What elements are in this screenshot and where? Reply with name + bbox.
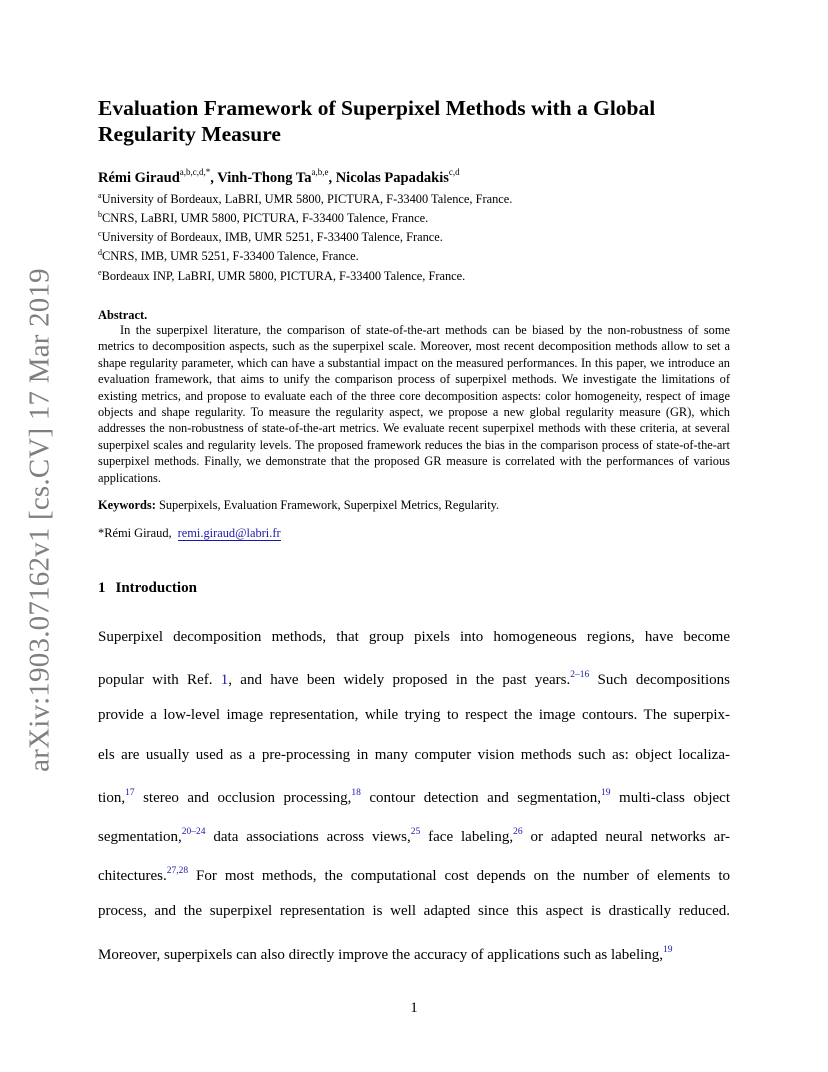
author-name: Rémi Giraud <box>98 169 180 186</box>
citation-link[interactable]: 19 <box>663 944 673 955</box>
author-affil-marks: c,d <box>448 167 460 177</box>
body-text-run: Superpixel decomposition methods, that group pixels into homogeneous regions, have become <box>98 629 730 645</box>
author-separator: , <box>210 169 218 186</box>
citation-link[interactable]: 25 <box>410 826 421 837</box>
body-text-run: stereo and occlusion processing, <box>134 789 352 806</box>
title-line: Evaluation Framework of Superpixel Methods with a Global <box>98 96 656 120</box>
body-line <box>98 663 730 702</box>
body-text-run: process, and the superpixel representation is well adapted since this aspect is drastically reduced. <box>98 903 730 920</box>
author-list <box>98 168 460 187</box>
author-affil-marks: a,b,c,d,* <box>179 167 211 177</box>
email-link[interactable]: remi.giraud@labri.fr <box>177 526 281 540</box>
paper-title <box>98 95 738 147</box>
affiliation <box>98 265 512 284</box>
body-text-run: For most methods, the computational cost depends on the number of elements to <box>188 868 730 885</box>
affiliation <box>98 207 512 226</box>
body-line <box>98 859 730 898</box>
author-affil-marks: a,b,e <box>311 167 329 177</box>
affiliation-text: University of Bordeaux, IMB, UMR 5251, F-33400 Talence, France. <box>101 230 443 245</box>
affiliation-key: c <box>98 229 102 239</box>
section-title: Introduction <box>115 580 197 596</box>
body-text-run: provide a low-level image representation, while trying to respect the image contours. The superpix- <box>98 707 730 724</box>
introduction-body <box>98 624 730 977</box>
affiliation <box>98 245 512 264</box>
corresponding-author <box>98 526 281 541</box>
affiliation-text: University of Bordeaux, LaBRI, UMR 5800, PICTURA, F-33400 Talence, France. <box>101 192 513 207</box>
author-name: Nicolas Papadakis <box>335 169 449 186</box>
body-text-run: tion, <box>98 789 126 806</box>
citation-link[interactable]: 18 <box>351 787 361 798</box>
body-text-run: data associations across views, <box>205 828 411 845</box>
arxiv-stamp: arXiv:1903.07162v1 [cs.CV] 17 Mar 2019 <box>23 268 56 772</box>
affiliation-text: CNRS, LaBRI, UMR 5800, PICTURA, F-33400 Talence, France. <box>102 211 429 226</box>
affiliation <box>98 188 512 207</box>
body-text-run: chitectures. <box>98 868 167 885</box>
body-text-run: popular with Ref. <box>98 672 221 689</box>
keywords-label: Keywords: <box>98 498 156 512</box>
affiliation-key: b <box>98 210 102 220</box>
abstract-text: In the superpixel literature, the comparison of state-of-the-art methods can be biased by the non-robustness of some metrics to decomposition aspects, such as the superpixel scale. Moreover, most recent decomposition methods allow to set a shape regularity parameter, which can have a substantial impact on the measured performances. In this paper, we introduce an evaluation framework, that aims to unify the comparison process of superpixel methods. We investigate the limitations of existing metrics, and propose to evaluate each of the three core decomposition aspects: color homogeneity, respect of image objects and shape regularity. To measure the regularity aspect, we propose a new global regularity measure (GR), which addresses the non-robustness of state-of-the-art metrics. We evaluate recent superpixel methods with these criteria, at several superpixel scales and regularity levels. The proposed framework reduces the bias in the comparison process of state-of-the-art superpixel methods. Finally, we demonstrate that the proposed GR measure is correlated with the performances of various applications. <box>98 323 730 485</box>
body-line <box>98 938 730 977</box>
abstract-heading: Abstract. <box>98 308 148 322</box>
affiliation-list <box>98 188 512 284</box>
affiliation-key: e <box>98 267 102 277</box>
citation-link[interactable]: 1 <box>220 672 229 689</box>
keywords-text: Superpixels, Evaluation Framework, Superpixel Metrics, Regularity. <box>158 498 500 512</box>
author-name: Vinh-Thong Ta <box>217 169 312 186</box>
body-line <box>98 781 730 820</box>
body-line <box>98 742 730 781</box>
keywords <box>98 498 499 513</box>
body-line <box>98 624 730 663</box>
author-separator: , <box>328 169 336 186</box>
title-line: Regularity Measure <box>98 122 281 146</box>
section-heading <box>98 580 197 597</box>
body-line <box>98 898 730 937</box>
citation-link[interactable]: 19 <box>601 787 611 798</box>
citation-link[interactable]: 27,28 <box>166 866 189 877</box>
body-line <box>98 702 730 741</box>
affiliation-key: a <box>98 191 102 200</box>
affiliation <box>98 226 512 245</box>
body-text-run: Such decompositions <box>589 672 730 689</box>
body-text-run: segmentation, <box>98 828 182 845</box>
corresponding-label: *Rémi Giraud, <box>98 526 172 540</box>
affiliation-key: d <box>98 248 102 258</box>
body-text-run: , and have been widely proposed in the past years. <box>228 672 571 689</box>
citation-link[interactable]: 26 <box>513 826 523 837</box>
body-text-run: face labeling, <box>420 828 514 845</box>
body-text-run: Moreover, superpixels can also directly improve the accuracy of applications such as labeling, <box>98 946 664 963</box>
affiliation-text: Bordeaux INP, LaBRI, UMR 5800, PICTURA, F-33400 Talence, France. <box>101 268 466 283</box>
body-text-run: contour detection and segmentation, <box>360 789 602 806</box>
body-text-run: multi-class object <box>610 789 730 806</box>
body-text-run: els are usually used as a pre-processing in many computer vision methods such as: object localiza- <box>98 746 730 763</box>
page-number: 1 <box>410 1000 418 1016</box>
affiliation-text: CNRS, IMB, UMR 5251, F-33400 Talence, France. <box>102 249 359 264</box>
body-line <box>98 820 730 859</box>
body-text-run: or adapted neural networks ar- <box>522 828 731 845</box>
section-number: 1 <box>98 580 106 596</box>
citation-link[interactable]: 20–24 <box>181 826 206 837</box>
citation-link[interactable]: 2–16 <box>570 670 590 681</box>
citation-link[interactable]: 17 <box>125 787 135 798</box>
